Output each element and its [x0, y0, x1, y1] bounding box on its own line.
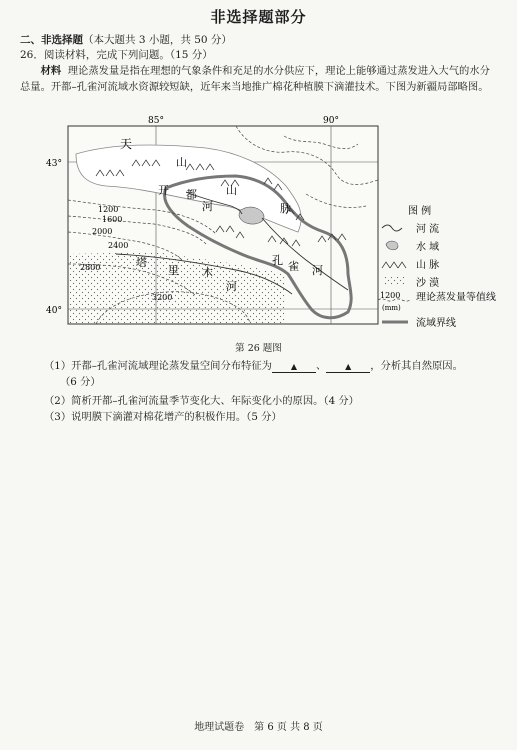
legend-mountain-label: 山 脉: [416, 260, 440, 271]
place-que: 雀: [288, 260, 299, 273]
place-shan1: 山: [176, 156, 187, 169]
legend-desert-label: 沙 漠: [416, 278, 440, 289]
legend-water-label: 水 域: [416, 242, 440, 253]
place-kai: 开: [158, 184, 169, 197]
lat-label-40: 40°: [46, 306, 62, 316]
place-mu: 木: [202, 266, 213, 279]
place-du: 都: [186, 188, 197, 201]
place-he2: 河: [226, 280, 237, 293]
place-tian: 天: [120, 137, 133, 151]
map-legend: [378, 204, 497, 329]
legend-river-icon: [382, 225, 402, 231]
legend-river-label: 河 流: [416, 224, 440, 235]
legend-boundary-label: 流域界线: [416, 318, 456, 329]
place-he1: 河: [202, 200, 213, 213]
subquestion-1: [44, 358, 504, 374]
contour-label-3200: 3200: [152, 293, 173, 302]
page-title: 非选择题部分: [210, 8, 307, 26]
place-shan2: 山: [226, 184, 237, 197]
q1-separator: 、: [315, 360, 327, 372]
section-note: （本大题共 3 小题，共 50 分）: [83, 34, 232, 46]
lon-label-90: 90°: [323, 116, 339, 126]
xinjiang-map: [36, 114, 506, 346]
subquestion-3: （3）说明膜下滴灌对棉花增产的积极作用。（5 分）: [44, 411, 282, 423]
legend-mountain-icon: [382, 262, 406, 268]
q1-text-part1: （1）开都–孔雀河流域理论蒸发量空间分布特征为: [44, 360, 272, 372]
place-mai: 脉: [280, 202, 291, 215]
section-label: 二、非选择题: [20, 34, 83, 46]
q1-score: （6 分）: [60, 376, 101, 388]
contour-label-2800: 2800: [80, 263, 101, 272]
place-li: 里: [168, 264, 179, 277]
q1-text-part2: ，分析其自然原因。: [370, 360, 463, 372]
section-heading: [20, 32, 232, 47]
subquestion-2: （2）简析开都–孔雀河流量季节变化大、年际变化小的原因。（4 分）: [44, 395, 359, 407]
contour-label-2000: 2000: [92, 227, 113, 236]
contour-label-1600: 1600: [102, 215, 123, 224]
q1-answer-blank-2[interactable]: ▲: [326, 362, 370, 373]
legend-title: 图 例: [408, 206, 432, 217]
legend-contour-unit: (mm): [382, 304, 401, 312]
place-he3: 河: [312, 264, 323, 277]
contour-label-1200: 1200: [98, 205, 119, 214]
place-ta: 塔: [136, 256, 147, 269]
legend-contour-label: 理论蒸发量等值线: [416, 292, 493, 303]
material-text: 理论蒸发量是指在理想的气象条件和充足的水分供应下，理论上能够通过蒸发进入大气的水分总量。开都–孔雀河流域水资源较短缺，近年来当地推广棉花种植膜下滴灌技术。下图为新疆局部略图。: [20, 65, 490, 93]
question-number-line: 26．阅读材料，完成下列问题。（15 分）: [20, 49, 213, 61]
page-footer: 地理试题卷 第 6 页 共 8 页: [194, 722, 323, 733]
legend-desert-icon: [384, 277, 404, 286]
q1-answer-blank-1[interactable]: ▲: [272, 362, 316, 373]
contour-label-2400: 2400: [108, 241, 129, 250]
material-label: 材料: [40, 65, 62, 77]
map-caption: 第 26 题图: [235, 343, 282, 354]
legend-water-icon: [386, 241, 398, 250]
lat-label-43: 43°: [46, 159, 62, 169]
place-kong: 孔: [272, 254, 283, 267]
legend-contour-value: 1200: [380, 291, 401, 300]
material-paragraph: [20, 63, 498, 95]
lon-label-85: 85°: [148, 116, 164, 126]
